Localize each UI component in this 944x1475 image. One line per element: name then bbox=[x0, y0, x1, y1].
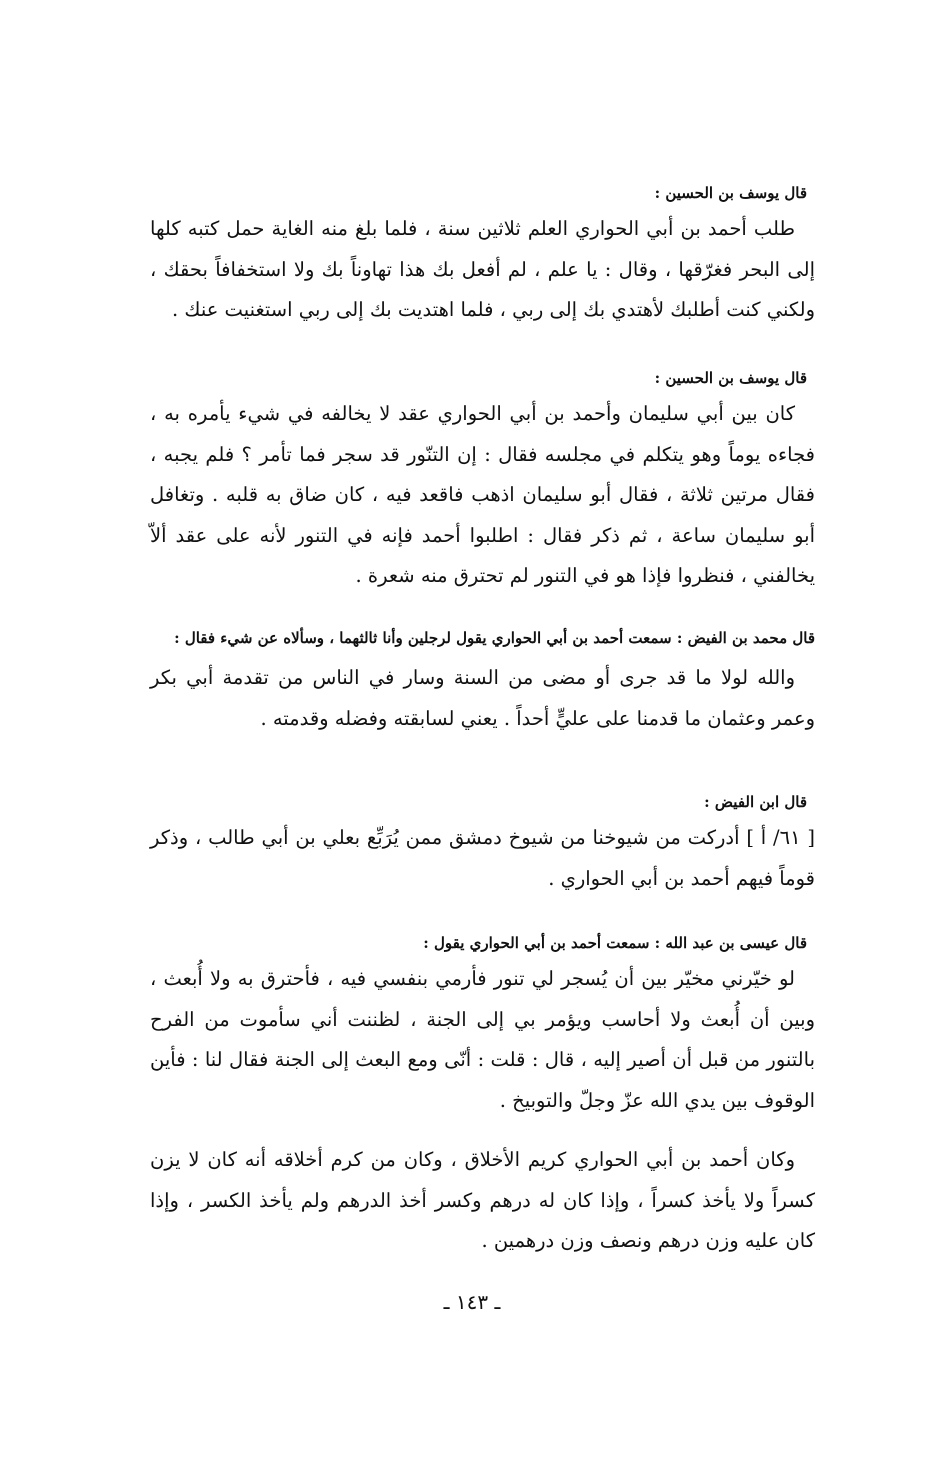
section-2 bbox=[150, 366, 815, 597]
section-paragraph: [ ٦١/ أ ] أدركت من شيوخنا من شيوخ دمشق ممن يُرَبِّع بعلي بن أبي طالب ، وذكر قوماً فيهم أحمد بن أبي الحواري . bbox=[150, 826, 815, 890]
section-4 bbox=[150, 790, 815, 899]
section-paragraph: والله لولا ما قد جرى أو مضى من السنة وسار في الناس من تقدمة أبي بكر وعمر وعثمان ما قدمنا على عليٍّ أحداً . يعني لسابقته وفضله وقدمته . bbox=[150, 666, 815, 730]
section-paragraph: لو خيّرني مخيّر بين أن يُسجر لي تنور فأرمي بنفسي فيه ، فأحترق به ولا أُبعث ، وبين أن أُبعث ولا أحاسب ويؤمر بي إلى الجنة ، لظننت أني سأموت من الفرح بالتنور من قبل أن أصير إليه ، قال : قلت : أنّى ومع البعث إلى الجنة فقال لنا : فأين الوقوف بين يدي الله عزّ وجلّ والتوبيخ . bbox=[150, 967, 815, 1112]
section-heading: قال يوسف بن الحسين : bbox=[654, 184, 807, 202]
section-5 bbox=[150, 931, 815, 1121]
section-3 bbox=[150, 626, 815, 739]
section-1 bbox=[150, 181, 815, 331]
section-heading: قال يوسف بن الحسين : bbox=[654, 369, 807, 387]
section-heading: قال محمد بن الفيض : سمعت أحمد بن أبي الحواري يقول لرجلين وأنا ثالثهما ، وسألاه عن شيء فقال : bbox=[174, 629, 815, 647]
section-paragraph: طلب أحمد بن أبي الحواري العلم ثلاثين سنة ، فلما بلغ منه الغاية حمل كتبه كلها إلى البحر فغرّقها ، وقال : يا علم ، لم أفعل بك هذا تهاوناً بك ولا استخفافاً بحقك ، ولكني كنت أطلبك لأهتدي بك إلى ربي ، فلما اهتديت بك إلى ربي استغنيت عنك . bbox=[150, 217, 815, 321]
section-6 bbox=[150, 1140, 815, 1262]
section-paragraph: كان بين أبي سليمان وأحمد بن أبي الحواري عقد لا يخالفه في شيء يأمره به ، فجاءه يوماً وهو يتكلم في مجلسه فقال : إن التنّور قد سجر فما تأمر ؟ فلم يجبه ، فقال مرتين ثلاثة ، فقال أبو سليمان اذهب فاقعد فيه ، كان ضاق به قلبه . وتغافل أبو سليمان ساعة ، ثم ذكر فقال : اطلبوا أحمد فإنه في التنور لأنه على عقد ألاّ يخالفني ، فنظروا فإذا هو في التنور لم تحترق منه شعرة . bbox=[150, 402, 815, 587]
section-paragraph: وكان أحمد بن أبي الحواري كريم الأخلاق ، وكان من كرم أخلاقه أنه كان لا يزن كسراً ولا يأخذ كسراً ، وإذا كان له درهم وكسر أخذ الدرهم ولم يأخذ الكسر ، وإذا كان عليه وزن درهم ونصف وزن درهمين . bbox=[150, 1148, 815, 1252]
section-heading: قال ابن الفيض : bbox=[704, 793, 807, 811]
page-number: ـ ١٤٣ ـ bbox=[443, 1290, 501, 1314]
section-heading: قال عيسى بن عبد الله : سمعت أحمد بن أبي الحواري يقول : bbox=[423, 934, 807, 952]
